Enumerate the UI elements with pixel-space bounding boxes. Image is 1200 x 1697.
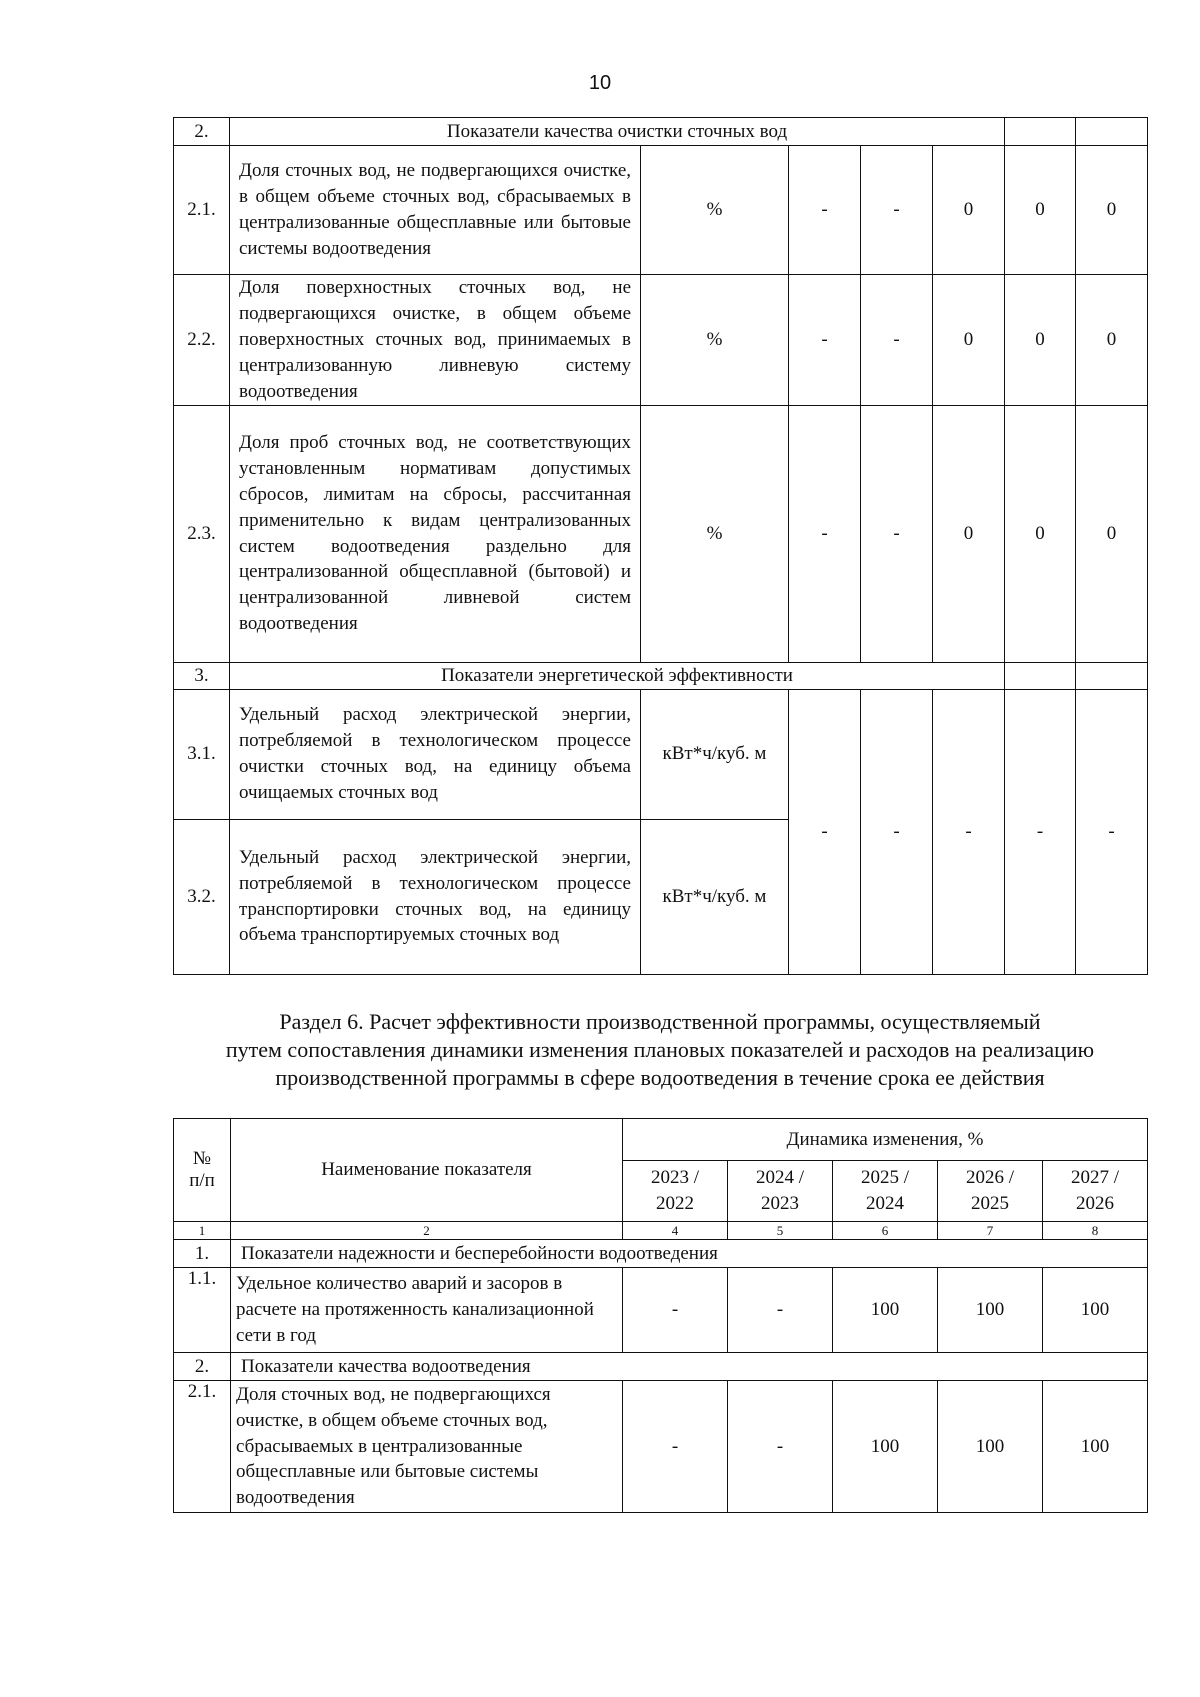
row-description: Доля сточных вод, не подвергающихся очистке, в общем объеме сточных вод, сбрасываемых в централизованные общесплавные или бытовые системы водоотведения	[231, 1381, 623, 1513]
heading-line: производственной программы в сфере водоотведения в течение срока ее действия	[275, 1065, 1045, 1090]
row-value: -	[933, 689, 1005, 974]
row-value: -	[789, 689, 861, 974]
row-value: 0	[933, 405, 1005, 662]
column-numbers-row	[174, 1222, 1148, 1240]
header-year: 2026 / 2025	[938, 1161, 1043, 1222]
row-number: 2.3.	[174, 405, 230, 662]
row-value: 100	[938, 1381, 1043, 1513]
column-number: 1	[174, 1222, 231, 1240]
section-title: Показатели качества очистки сточных вод	[230, 118, 1005, 146]
table-row	[174, 1268, 1148, 1353]
row-number: 3.1.	[174, 689, 230, 819]
section-number: 1.	[174, 1240, 231, 1268]
row-number: 2.1.	[174, 1381, 231, 1513]
section-number: 2.	[174, 1353, 231, 1381]
section-6-heading	[173, 1008, 1147, 1092]
row-value: -	[1076, 689, 1148, 974]
row-value: -	[861, 275, 933, 406]
row-unit: %	[641, 405, 789, 662]
row-unit: кВт*ч/куб. м	[641, 819, 789, 974]
indicators-table	[173, 117, 1148, 975]
section-row-3	[174, 662, 1148, 689]
row-value: -	[623, 1381, 728, 1513]
header-year: 2024 / 2023	[728, 1161, 833, 1222]
page-number: 10	[588, 72, 612, 94]
header-dynamics: Динамика изменения, %	[623, 1119, 1148, 1161]
column-number: 6	[833, 1222, 938, 1240]
row-value: 100	[938, 1268, 1043, 1353]
column-number: 4	[623, 1222, 728, 1240]
row-value: 0	[1076, 146, 1148, 275]
table-row	[174, 689, 1148, 819]
row-value: 0	[933, 146, 1005, 275]
row-description: Удельный расход электрической энергии, потребляемой в технологическом процессе транспортировки сточных вод, на единицу объема транспортируемых сточных вод	[230, 819, 641, 974]
row-description: Доля поверхностных сточных вод, не подвергающихся очистке, в общем объеме поверхностных сточных вод, принимаемых в централизованную ливневую систему водоотведения	[230, 275, 641, 406]
row-value: 0	[1076, 275, 1148, 406]
row-description: Доля сточных вод, не подвергающихся очистке, в общем объеме сточных вод, сбрасываемых в централизованные общесплавные или бытовые системы водоотведения	[230, 146, 641, 275]
row-value: 0	[1005, 275, 1076, 406]
row-value: 0	[933, 275, 1005, 406]
row-value: 0	[1005, 405, 1076, 662]
section-title: Показатели надежности и бесперебойности водоотведения	[231, 1240, 1148, 1268]
header-number: № п/п	[174, 1119, 231, 1222]
heading-line: путем сопоставления динамики изменения плановых показателей и расходов на реализацию	[225, 1037, 1095, 1062]
section-row-1	[174, 1240, 1148, 1268]
header-year: 2027 / 2026	[1043, 1161, 1148, 1222]
section-title: Показатели энергетической эффективности	[230, 662, 1005, 689]
column-number: 5	[728, 1222, 833, 1240]
dynamics-table	[173, 1118, 1148, 1513]
column-number: 8	[1043, 1222, 1148, 1240]
header-name: Наименование показателя	[231, 1119, 623, 1222]
row-value: -	[789, 275, 861, 406]
row-number: 1.1.	[174, 1268, 231, 1353]
row-number: 2.1.	[174, 146, 230, 275]
table-row	[174, 1381, 1148, 1513]
row-value: -	[861, 146, 933, 275]
column-number: 7	[938, 1222, 1043, 1240]
header-year: 2023 / 2022	[623, 1161, 728, 1222]
section-title: Показатели качества водоотведения	[231, 1353, 1148, 1381]
row-description: Доля проб сточных вод, не соответствующих установленным нормативам допустимых сбросов, лимитам на сбросы, рассчитанная применительно к видам централизованных систем водоотведения раздельно для централизованной общесплавной (бытовой) и централизованной ливневой систем водоотведения	[230, 405, 641, 662]
header-year: 2025 / 2024	[833, 1161, 938, 1222]
row-value: 100	[833, 1381, 938, 1513]
row-number: 3.2.	[174, 819, 230, 974]
row-value: -	[623, 1268, 728, 1353]
table-row	[174, 405, 1148, 662]
row-value: 100	[833, 1268, 938, 1353]
row-description: Удельный расход электрической энергии, потребляемой в технологическом процессе очистки сточных вод, на единицу объема очищаемых сточных вод	[230, 689, 641, 819]
row-value: -	[789, 146, 861, 275]
header-row	[174, 1119, 1148, 1161]
row-value: 0	[1005, 146, 1076, 275]
heading-line: Раздел 6. Расчет эффективности производственной программы, осуществляемый	[279, 1009, 1041, 1034]
row-value: -	[861, 689, 933, 974]
row-value: -	[1005, 689, 1076, 974]
section-number: 3.	[174, 662, 230, 689]
column-number: 2	[231, 1222, 623, 1240]
row-unit: %	[641, 275, 789, 406]
row-value: -	[728, 1381, 833, 1513]
row-value: 100	[1043, 1268, 1148, 1353]
row-unit: %	[641, 146, 789, 275]
section-number: 2.	[174, 118, 230, 146]
row-value: 0	[1076, 405, 1148, 662]
table-row	[174, 146, 1148, 275]
section-row-2	[174, 1353, 1148, 1381]
row-value: -	[861, 405, 933, 662]
row-number: 2.2.	[174, 275, 230, 406]
row-unit: кВт*ч/куб. м	[641, 689, 789, 819]
row-value: -	[728, 1268, 833, 1353]
table-row	[174, 275, 1148, 406]
section-row-2	[174, 118, 1148, 146]
row-description: Удельное количество аварий и засоров в расчете на протяженность канализационной сети в год	[231, 1268, 623, 1353]
row-value: 100	[1043, 1381, 1148, 1513]
row-value: -	[789, 405, 861, 662]
